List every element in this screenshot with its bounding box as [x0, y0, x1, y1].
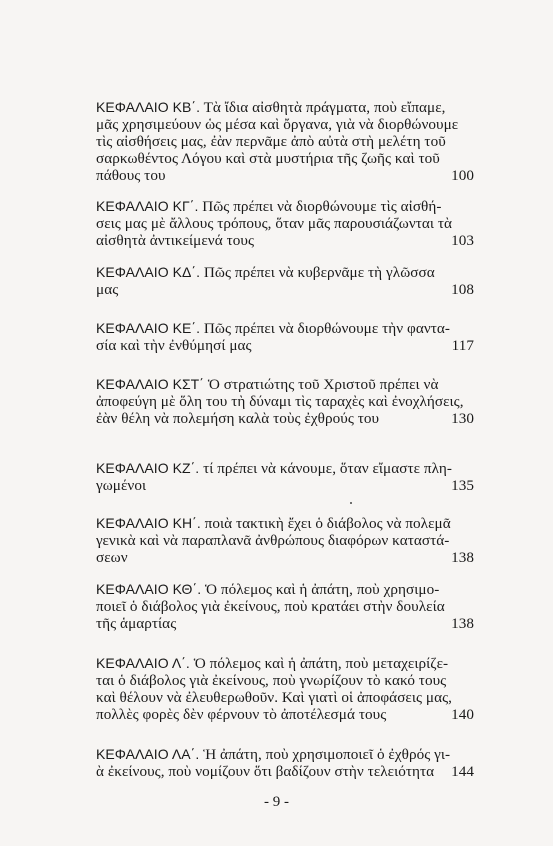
page-number: 135: [451, 477, 474, 494]
chapter-text: Τὰ ἴδια αἰσθητὰ πράγματα, ποὺ εἴπαμε,: [200, 99, 446, 116]
page-folio: - 9 -: [264, 794, 289, 810]
chapter-heading: ΚΕΦΑΛΑΙΟ ΚΘ΄.: [96, 581, 202, 597]
toc-entry-kb: [96, 99, 474, 184]
toc-line: [96, 410, 474, 427]
toc-line: σεις μας μὲ ἄλλους τρόπους, ὅταν μᾶς παρουσιάζωνται τὰ: [96, 215, 453, 232]
chapter-text: πάθους του: [96, 167, 166, 184]
chapter-heading: ΚΕΦΑΛΑΙΟ ΛΑ΄.: [96, 746, 200, 762]
chapter-text: Ὁ πόλεμος καὶ ἡ ἀπάτη, ποὺ μεταχειρίζε-: [189, 655, 449, 672]
toc-line: [96, 320, 474, 337]
chapter-heading: ΚΕΦΑΛΑΙΟ ΚΣΤ΄: [96, 376, 204, 392]
toc-line: [96, 706, 474, 723]
toc-entry-kz: [96, 460, 474, 494]
chapter-text: Ὁ πόλεμος καὶ ἡ ἀπάτη, ποὺ χρησιμο-: [201, 581, 440, 598]
toc-entry-l: [96, 655, 474, 723]
chapter-text: Ὁ στρατιώτης τοῦ Χριστοῦ πρέπει νὰ: [204, 376, 439, 393]
page-number: 117: [451, 337, 474, 354]
chapter-text: μας: [96, 281, 119, 298]
toc-entry-kst: [96, 376, 474, 427]
chapter-text: σία καὶ τὴν ἐνθύμησί μας: [96, 337, 252, 354]
toc-line: καὶ θέλουν νὰ ἐλευθερωθοῦν. Καὶ γιατὶ οἱ ἀποφάσεις μας,: [96, 689, 453, 706]
toc-entry-kg: [96, 198, 474, 249]
chapter-heading: ΚΕΦΑΛΑΙΟ ΚΒ΄.: [96, 99, 201, 115]
toc-line: [96, 198, 474, 215]
toc-entry-ke: [96, 320, 474, 354]
toc-line: ται ὁ διάβολος γιὰ ἐκείνους, ποὺ γνωρίζουν τὸ κακό τους: [96, 672, 447, 689]
chapter-text: Ἡ ἀπάτη, ποὺ χρησιμοποιεῖ ὁ ἐχθρός γι-: [199, 746, 451, 763]
stray-dot: [350, 502, 352, 504]
chapter-text: Πῶς πρέπει νὰ διορθώνουμε τὶς αἰσθή-: [198, 198, 442, 215]
chapter-heading: ΚΕΦΑΛΑΙΟ ΚΕ΄.: [96, 320, 201, 336]
chapter-heading: ΚΕΦΑΛΑΙΟ ΚΖ΄.: [96, 460, 200, 476]
page-number: 144: [451, 763, 474, 780]
chapter-text: σεων: [96, 549, 128, 566]
chapter-text: αἰσθητὰ ἀντικείμενά τους: [96, 232, 255, 249]
chapter-heading: ΚΕΦΑΛΑΙΟ ΚΗ΄.: [96, 515, 201, 531]
toc-entry-kh: [96, 515, 474, 566]
chapter-text: γωμένοι: [96, 477, 147, 494]
chapter-text: ἐὰν θέλη νὰ πολεμήση καλὰ τοὺς ἐχθρούς του: [96, 410, 380, 427]
chapter-heading: ΚΕΦΑΛΑΙΟ Λ΄.: [96, 655, 190, 671]
toc-line: τὶς αἰσθήσεις μας, ἐὰν περνᾶμε ἀπὸ αὐτὰ στὴ μελέτη τοῦ: [96, 133, 446, 150]
toc-line: ἀποφεύγη μὲ ὅλη του τὴ δύναμι τὶς ταραχὲς καὶ ἐνοχλήσεις,: [96, 393, 464, 410]
toc-line: [96, 264, 474, 281]
toc-line: γενικὰ καὶ νὰ παραπλανᾶ ἀνθρώπους διαφόρων καταστά-: [96, 532, 450, 549]
toc-line: [96, 167, 474, 184]
toc-line: [96, 581, 474, 598]
toc-line: [96, 460, 474, 477]
toc-entry-kd: [96, 264, 474, 298]
toc-line: [96, 281, 474, 298]
toc-line: [96, 232, 474, 249]
toc-line: [96, 763, 474, 780]
chapter-text: ποιὰ τακτικὴ ἔχει ὁ διάβολος νὰ πολεμᾶ: [200, 515, 451, 532]
toc-line: [96, 549, 474, 566]
page-number: 130: [451, 410, 474, 427]
page-number: 140: [451, 706, 474, 723]
chapter-text: ὰ ἐκείνους, ποὺ νομίζουν ὅτι βαδίζουν στὴν τελειότητα: [96, 763, 435, 780]
page-number: 108: [451, 281, 474, 298]
toc-line: [96, 337, 474, 354]
toc-line: [96, 376, 474, 393]
page-number: 100: [451, 167, 474, 184]
toc-entry-la: [96, 746, 474, 780]
chapter-text: πολλὲς φορὲς δὲν φέρνουν τὸ ἀποτέλεσμά τους: [96, 706, 387, 723]
toc-line: μᾶς χρησιμεύουν ὡς μέσα καὶ ὄργανα, γιὰ νὰ διορθώνουμε: [96, 116, 459, 133]
toc-line: σαρκωθέντος Λόγου καὶ στὰ μυστήρια τῆς ζωῆς καὶ τοῦ: [96, 150, 440, 167]
toc-line: [96, 615, 474, 632]
chapter-text: τῆς ἁμαρτίας: [96, 615, 177, 632]
page-number: 103: [451, 232, 474, 249]
chapter-heading: ΚΕΦΑΛΑΙΟ ΚΔ΄.: [96, 264, 201, 280]
toc-line: [96, 746, 474, 763]
toc-line: [96, 99, 474, 116]
page-number: 138: [451, 615, 474, 632]
toc-line: [96, 477, 474, 494]
chapter-text: Πῶς πρέπει νὰ διορθώνουμε τὴν φαντα-: [200, 320, 451, 337]
chapter-heading: ΚΕΦΑΛΑΙΟ ΚΓ΄.: [96, 198, 199, 214]
toc-line: [96, 655, 474, 672]
toc-line: [96, 515, 474, 532]
chapter-text: τί πρέπει νὰ κάνουμε, ὅταν εἴμαστε πλη-: [199, 460, 453, 477]
toc-entry-kth: [96, 581, 474, 632]
chapter-text: Πῶς πρέπει νὰ κυβερνᾶμε τὴ γλῶσσα: [200, 264, 435, 281]
page-number: 138: [451, 549, 474, 566]
toc-line: ποιεῖ ὁ διάβολος γιὰ ἐκείνους, ποὺ κρατάει στὴν δουλεία: [96, 598, 445, 615]
